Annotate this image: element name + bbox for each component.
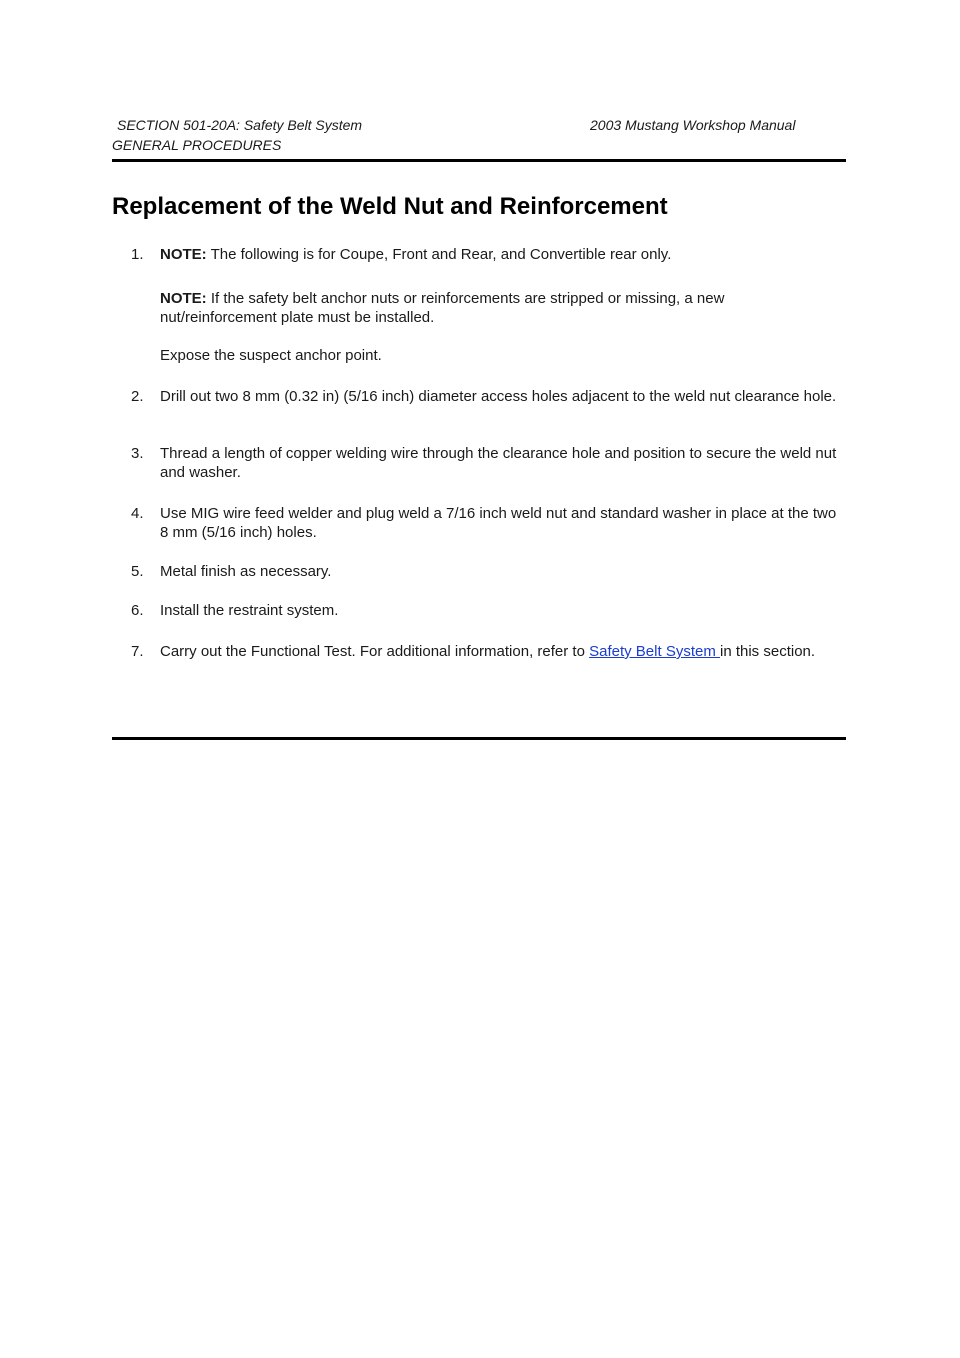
step-number: 1. [131, 246, 144, 263]
note-text: If the safety belt anchor nuts or reinforcements are stripped or missing, a new nut/reinforcement plate must be installed. [160, 290, 725, 326]
page-title: Replacement of the Weld Nut and Reinforcement [112, 193, 668, 220]
note-text: The following is for Coupe, Front and Rear, and Convertible rear only. [206, 246, 672, 263]
safety-belt-system-link[interactable]: Safety Belt System [589, 643, 720, 660]
step-text: Use MIG wire feed welder and plug weld a 7/16 inch weld nut and standard washer in place at the two 8 mm (5/16 inch) holes. [160, 505, 837, 541]
step-text: Metal finish as necessary. [160, 563, 332, 580]
header-subsection: GENERAL PROCEDURES [112, 137, 282, 153]
step-note [160, 245, 840, 264]
footer-divider [112, 737, 846, 740]
step-text-after: in this section. [720, 643, 816, 660]
step-number: 5. [131, 563, 144, 580]
step-text: Thread a length of copper welding wire through the clearance hole and position to secure the weld nut and washer. [160, 445, 837, 481]
step-number: 4. [131, 505, 144, 522]
step-number: 7. [131, 643, 144, 660]
step-number: 3. [131, 445, 144, 462]
step-text: Install the restraint system. [160, 602, 339, 619]
step-number: 6. [131, 602, 144, 619]
step-number: 2. [131, 388, 144, 405]
header-manual-title: 2003 Mustang Workshop Manual [590, 117, 796, 133]
note-label: NOTE: [160, 246, 207, 263]
step-1-text: Expose the suspect anchor point. [160, 347, 382, 364]
note-label: NOTE: [160, 290, 207, 307]
step-text [160, 642, 840, 661]
step-text: Drill out two 8 mm (0.32 in) (5/16 inch) diameter access holes adjacent to the weld nut clearance hole. [160, 388, 837, 405]
step-1-note-2 [160, 289, 840, 327]
step-text-before: Carry out the Functional Test. For additional information, refer to [160, 643, 590, 660]
header-divider [112, 159, 846, 162]
header-section-title: SECTION 501-20A: Safety Belt System [117, 117, 363, 133]
